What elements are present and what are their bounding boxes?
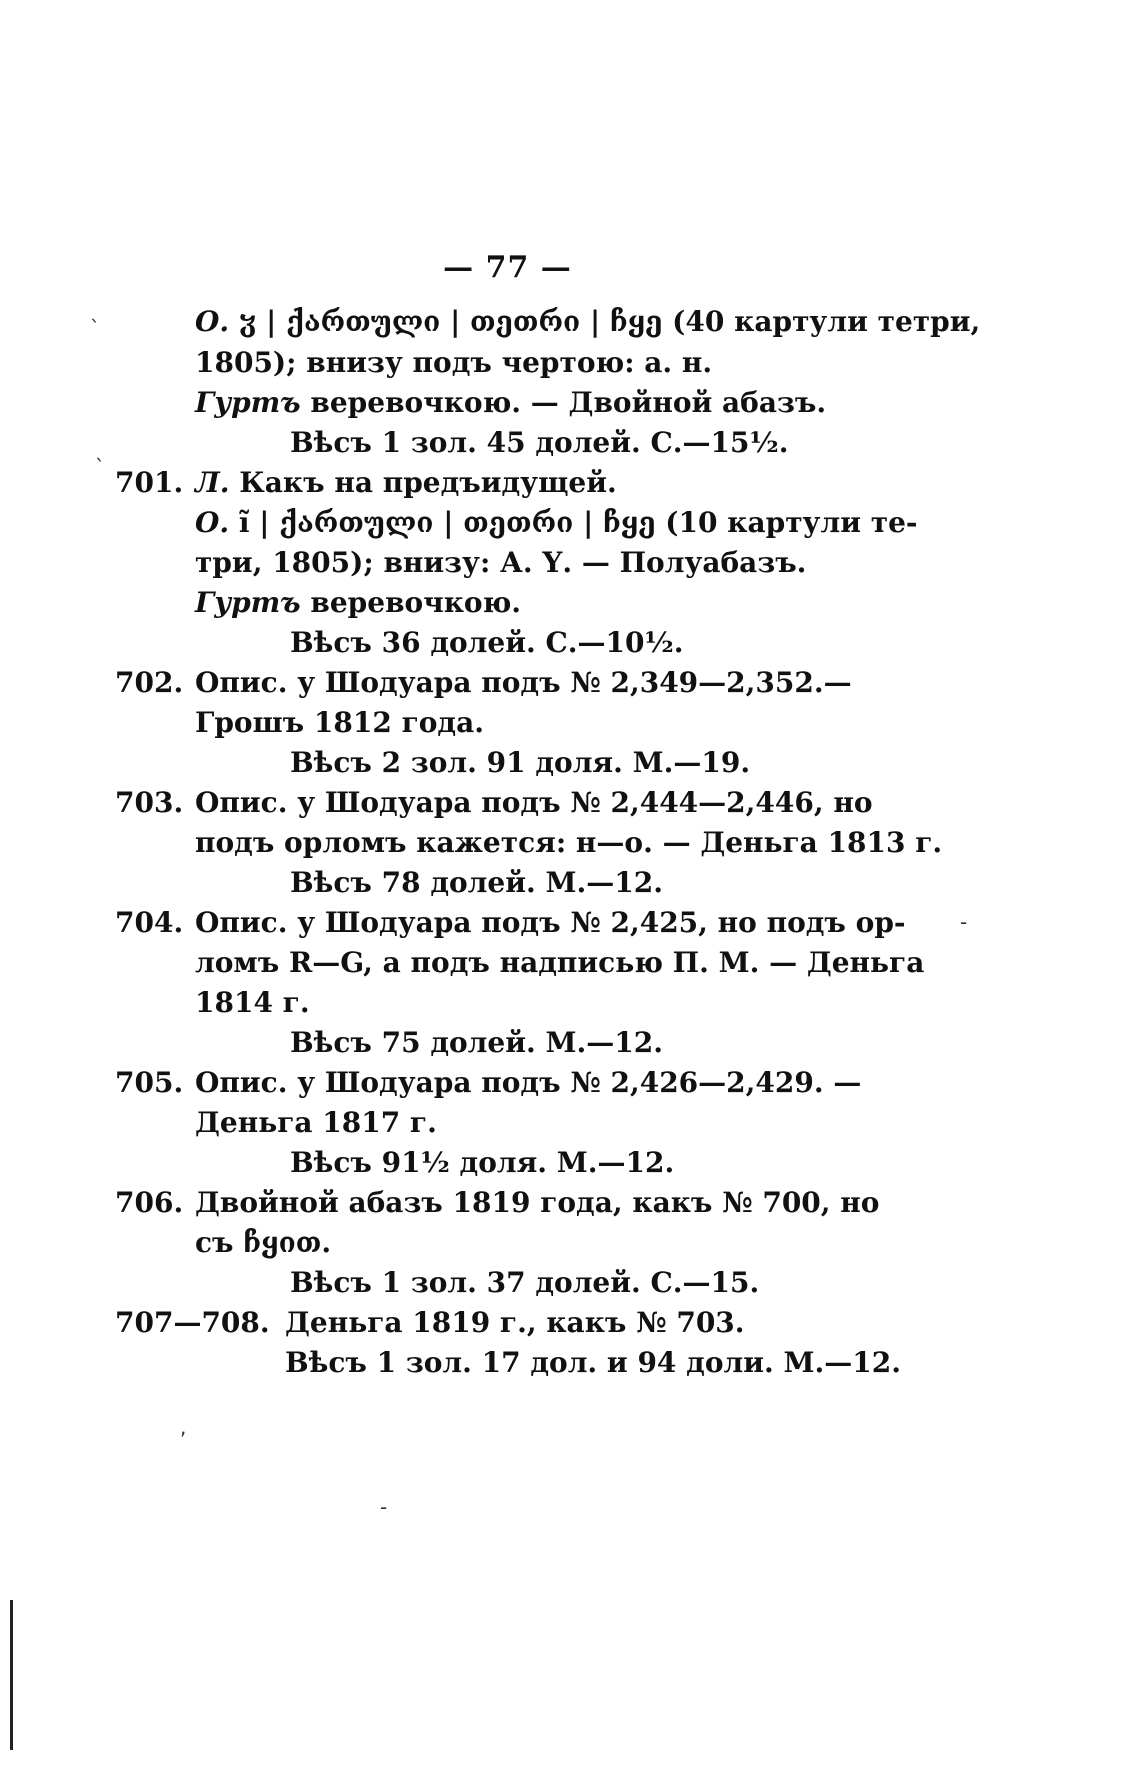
line-text: Вѣсъ 36 долей. С.—10½.	[290, 626, 684, 659]
weight-line	[290, 1266, 759, 1300]
text-line	[195, 986, 310, 1020]
line-text: 1814 г.	[195, 986, 310, 1019]
italic-label: О.	[195, 305, 230, 338]
entry-line	[115, 1306, 745, 1340]
weight-line	[290, 1026, 663, 1060]
line-text: Опис. у Шодуара подъ № 2,349—2,352.—	[195, 666, 852, 699]
italic-label: Л.	[195, 466, 230, 499]
line-text: подъ орломъ кажется: н—о. — Деньга 1813 г.	[195, 826, 943, 859]
italic-label: Гуртъ	[195, 386, 301, 419]
entry-number: 703.	[115, 786, 184, 819]
entry-number: 701.	[115, 466, 184, 499]
weight-line	[285, 1346, 901, 1380]
line-text: три, 1805); внизу: А. Ү. — Полуабазъ.	[195, 546, 807, 579]
line-text: веревочкою. — Двойной абазъ.	[300, 386, 827, 419]
line-text: Опис. у Шодуара подъ № 2,425, но подъ ор-	[195, 906, 906, 939]
line-text: Вѣсъ 1 зол. 37 долей. С.—15.	[290, 1266, 760, 1299]
entry-number: 705.	[115, 1066, 184, 1099]
line-text: Опис. у Шодуара подъ № 2,444—2,446, но	[195, 786, 873, 819]
text-line	[195, 706, 484, 740]
scan-mark: -	[380, 1495, 388, 1519]
text-line	[195, 946, 924, 980]
entry-line	[115, 1186, 879, 1220]
line-text: Деньга 1819 г., какъ № 703.	[285, 1306, 745, 1339]
weight-line	[290, 866, 663, 900]
line-text: съ ჩყით.	[195, 1226, 332, 1259]
entry-line	[115, 1066, 861, 1100]
text-line	[195, 1226, 331, 1260]
line-text: веревочкою.	[300, 586, 522, 619]
italic-label: О.	[195, 506, 230, 539]
line-text: Деньга 1817 г.	[195, 1106, 437, 1139]
entry-line	[115, 666, 852, 700]
line-text: Какъ на предъидущей.	[229, 466, 617, 499]
line-text: ჳ | ქართული | თეთრი | ჩყე (40 картули тетри,	[229, 305, 981, 338]
line-text: Вѣсъ 1 зол. 45 долей. С.—15½.	[290, 426, 789, 459]
italic-label: Гуртъ	[195, 586, 301, 619]
scan-mark: -	[960, 910, 968, 934]
weight-line	[290, 1146, 674, 1180]
line-text: Вѣсъ 75 долей. М.—12.	[290, 1026, 663, 1059]
entry-line	[115, 466, 617, 500]
line-text: Вѣсъ 1 зол. 17 дол. и 94 доли. М.—12.	[285, 1346, 901, 1379]
text-line	[195, 346, 712, 380]
text-line	[195, 826, 942, 860]
weight-line	[290, 746, 750, 780]
line-text: 1805); внизу подъ чертою: а. н.	[195, 346, 713, 379]
line-text: Опис. у Шодуара подъ № 2,426—2,429. —	[195, 1066, 862, 1099]
line-text: ломъ R—G, а подъ надписью П. М. — Деньга	[195, 946, 925, 979]
line-text: Грошъ 1812 года.	[195, 706, 484, 739]
scan-mark: `	[90, 316, 100, 340]
text-line	[195, 586, 521, 620]
entry-line	[115, 786, 873, 820]
line-text: Вѣсъ 78 долей. М.—12.	[290, 866, 663, 899]
weight-line	[290, 626, 683, 660]
entry-line	[115, 906, 906, 940]
line-text: Вѣсъ 2 зол. 91 доля. М.—19.	[290, 746, 751, 779]
text-line	[195, 546, 806, 580]
page-number: — 77 —	[443, 250, 572, 285]
entry-number: 704.	[115, 906, 184, 939]
text-line	[195, 386, 826, 420]
line-text: ĩ | ქართული | თეთრი | ჩყე (10 картули те-	[229, 506, 918, 539]
text-line	[195, 1106, 437, 1140]
weight-line	[290, 426, 788, 460]
entry-number: 706.	[115, 1186, 184, 1219]
text-line	[195, 305, 980, 339]
entry-number: 702.	[115, 666, 184, 699]
scan-mark: ,	[180, 1415, 187, 1439]
scan-edge-line	[10, 1600, 13, 1750]
text-line	[195, 506, 918, 540]
line-text: Двойной абазъ 1819 года, какъ № 700, но	[195, 1186, 880, 1219]
entry-number: 707—708.	[115, 1306, 270, 1339]
scan-mark: `	[95, 455, 105, 479]
line-text: Вѣсъ 91½ доля. М.—12.	[290, 1146, 675, 1179]
